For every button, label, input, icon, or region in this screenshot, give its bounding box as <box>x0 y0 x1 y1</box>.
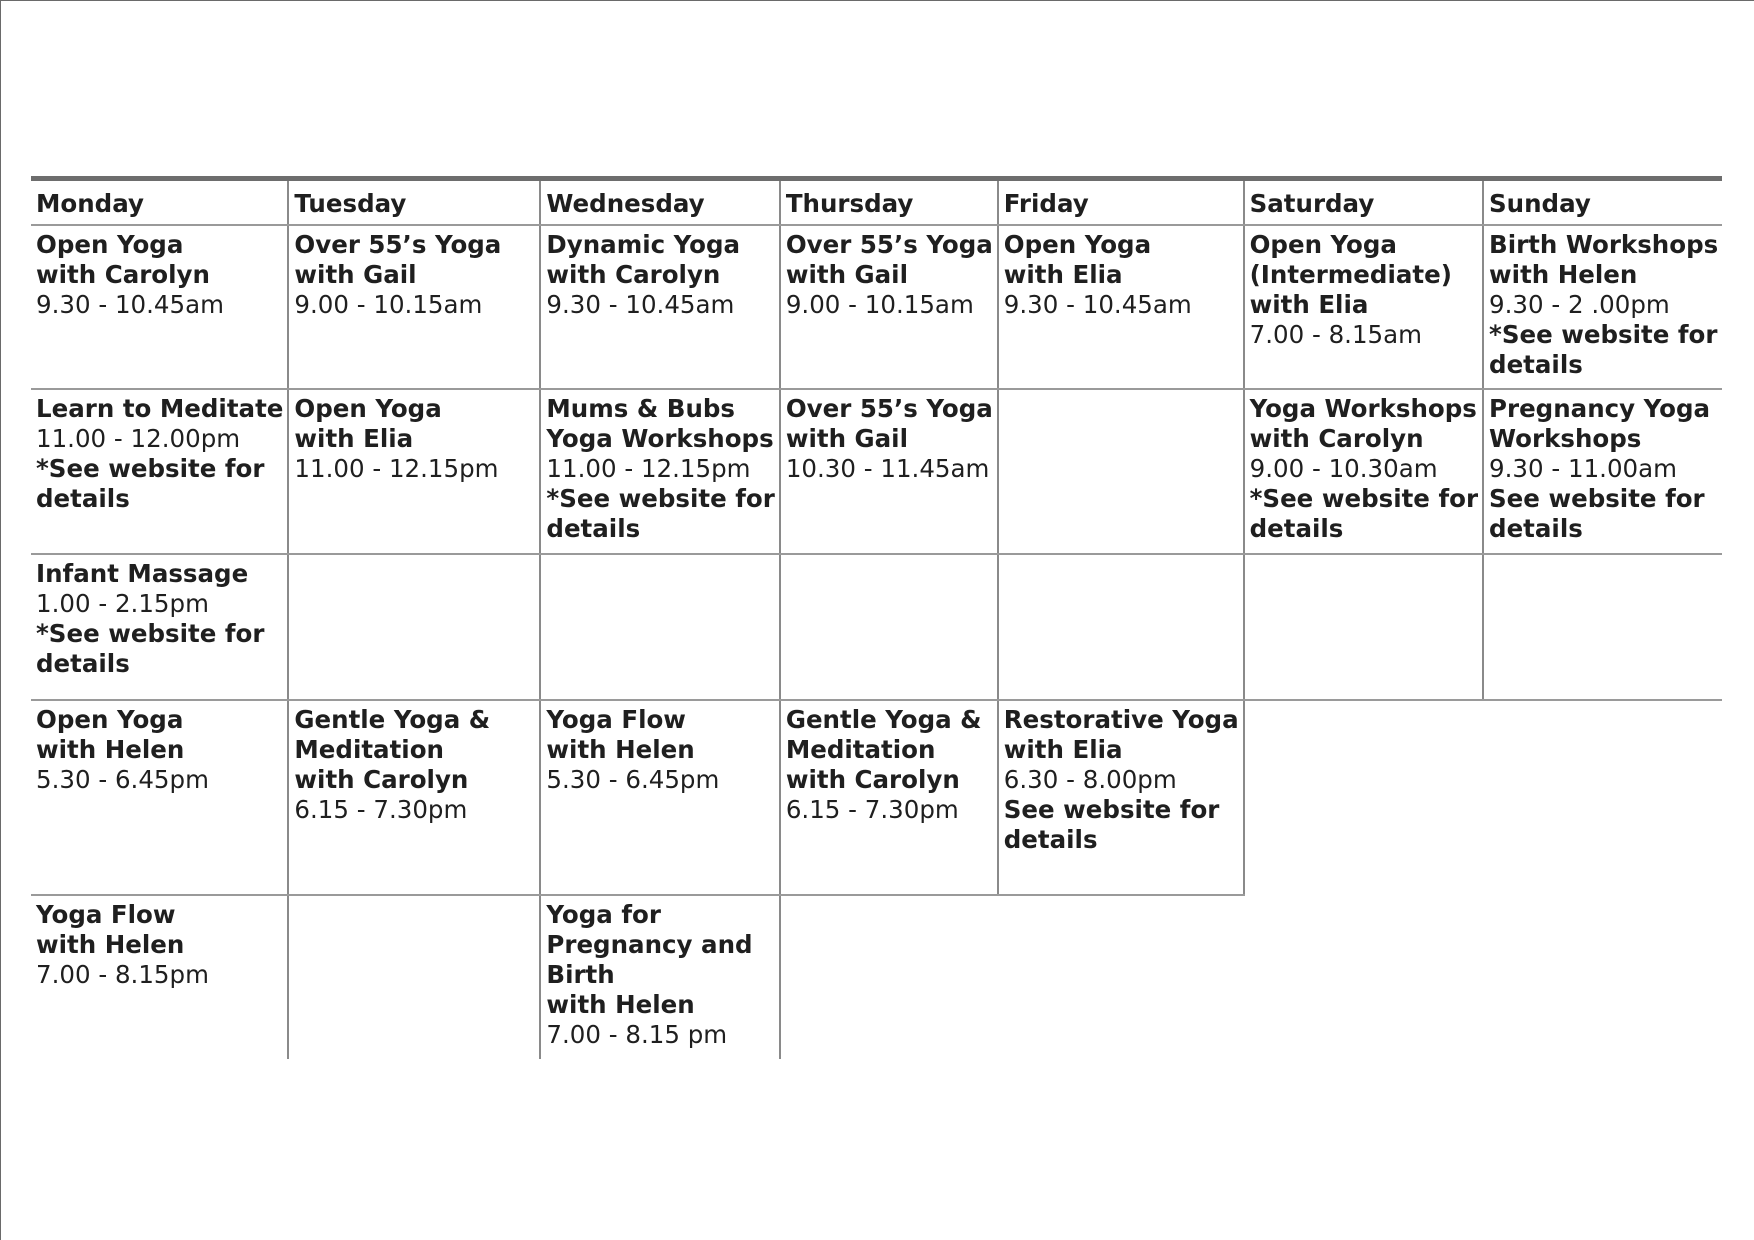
class-title-line: with Elia <box>1003 259 1123 289</box>
class-title-line: Gentle Yoga & <box>785 704 982 734</box>
class-title-line: Dynamic Yoga <box>546 229 741 259</box>
class-title-line: Over 55’s Yoga <box>785 229 993 259</box>
class-slot-thursday <box>780 700 998 895</box>
timetable-row <box>31 700 1722 895</box>
class-time: 6.15 - 7.30pm <box>785 794 959 824</box>
class-title-line: with Elia <box>294 423 414 453</box>
class-title-line: Learn to Meditate <box>36 393 284 423</box>
empty-slot <box>780 554 998 700</box>
empty-slot <box>1483 700 1722 895</box>
class-title-line: Open Yoga <box>36 229 184 259</box>
class-title-line: Pregnancy and <box>546 929 753 959</box>
empty-slot <box>780 895 998 1059</box>
class-title-line: Yoga for <box>546 899 661 929</box>
class-slot-friday <box>998 700 1244 895</box>
timetable-row <box>31 895 1722 1059</box>
class-slot-monday <box>31 389 288 554</box>
class-note-line: details <box>1489 513 1583 543</box>
day-header-thursday: Thursday <box>780 179 998 225</box>
empty-slot <box>1244 700 1483 895</box>
empty-slot <box>540 554 779 700</box>
empty-slot <box>998 554 1244 700</box>
timetable-row <box>31 225 1722 389</box>
class-title-line: Workshops <box>1489 423 1642 453</box>
timetable-row <box>31 389 1722 554</box>
class-note-line: *See website for <box>36 453 265 483</box>
class-time: 1.00 - 2.15pm <box>36 588 209 618</box>
class-title-line: Yoga Workshops <box>1249 393 1477 423</box>
class-slot-wednesday <box>540 389 779 554</box>
class-slot-friday <box>998 225 1244 389</box>
class-title-line: Over 55’s Yoga <box>785 393 993 423</box>
class-time: 9.30 - 10.45am <box>1003 289 1192 319</box>
class-note-line: See website for <box>1003 794 1220 824</box>
empty-slot <box>998 389 1244 554</box>
class-time: 6.30 - 8.00pm <box>1003 764 1177 794</box>
class-title-line: with Helen <box>546 989 695 1019</box>
class-title-line: Meditation <box>294 734 444 764</box>
class-slot-thursday <box>780 389 998 554</box>
class-title-line: Mums & Bubs <box>546 393 736 423</box>
class-note-line: *See website for <box>36 618 265 648</box>
class-time: 9.00 - 10.30am <box>1249 453 1438 483</box>
class-title-line: with Carolyn <box>1249 423 1424 453</box>
class-time: 9.30 - 11.00am <box>1489 453 1678 483</box>
class-title-line: Open Yoga <box>1003 229 1152 259</box>
class-title-line: Yoga Workshops <box>546 423 774 453</box>
class-time: 11.00 - 12.15pm <box>294 453 499 483</box>
class-title-line: with Elia <box>1249 289 1369 319</box>
empty-slot <box>998 895 1244 1059</box>
class-title-line: (Intermediate) <box>1249 259 1452 289</box>
class-title-line: with Carolyn <box>36 259 210 289</box>
class-slot-monday <box>31 225 288 389</box>
class-time: 9.30 - 10.45am <box>36 289 224 319</box>
class-note-line: details <box>1249 513 1344 543</box>
class-title-line: with Carolyn <box>546 259 721 289</box>
class-slot-wednesday <box>540 225 779 389</box>
class-title-line: with Gail <box>294 259 417 289</box>
empty-slot <box>1244 895 1483 1059</box>
class-title-line: Restorative Yoga <box>1003 704 1239 734</box>
class-note-line: See website for <box>1489 483 1705 513</box>
class-note-line: *See website for <box>1489 319 1718 349</box>
class-note-line: *See website for <box>546 483 775 513</box>
class-time: 9.30 - 2 .00pm <box>1489 289 1670 319</box>
day-header-monday: Monday <box>31 179 288 225</box>
empty-slot <box>1483 895 1722 1059</box>
class-title-line: with Elia <box>1003 734 1123 764</box>
class-time: 6.15 - 7.30pm <box>294 794 468 824</box>
class-note-line: details <box>36 648 130 678</box>
class-slot-thursday <box>780 225 998 389</box>
class-time: 11.00 - 12.15pm <box>546 453 751 483</box>
day-header-wednesday: Wednesday <box>540 179 779 225</box>
timetable-row <box>31 554 1722 700</box>
class-title-line: Infant Massage <box>36 558 249 588</box>
class-note-line: details <box>1003 824 1098 854</box>
empty-slot <box>1244 554 1483 700</box>
class-title-line: Birth <box>546 959 615 989</box>
day-header-row <box>31 179 1722 225</box>
class-note-line: details <box>1489 349 1583 379</box>
class-slot-tuesday <box>288 225 540 389</box>
class-time: 9.00 - 10.15am <box>785 289 974 319</box>
class-title-line: with Helen <box>546 734 695 764</box>
day-header-saturday: Saturday <box>1244 179 1483 225</box>
empty-slot <box>1483 554 1722 700</box>
class-title-line: Yoga Flow <box>36 899 176 929</box>
class-time: 7.00 - 8.15pm <box>36 959 209 989</box>
day-header-friday: Friday <box>998 179 1244 225</box>
class-title-line: Open Yoga <box>36 704 184 734</box>
class-title-line: with Carolyn <box>785 764 960 794</box>
class-slot-monday <box>31 554 288 700</box>
class-time: 5.30 - 6.45pm <box>546 764 720 794</box>
class-title-line: with Helen <box>36 929 185 959</box>
class-title-line: with Helen <box>36 734 185 764</box>
class-time: 7.00 - 8.15am <box>1249 319 1423 349</box>
class-time: 11.00 - 12.00pm <box>36 423 241 453</box>
class-title-line: Pregnancy Yoga <box>1489 393 1711 423</box>
class-note-line: *See website for <box>1249 483 1479 513</box>
class-note-line: details <box>546 513 641 543</box>
empty-slot <box>288 554 540 700</box>
class-title-line: Gentle Yoga & <box>294 704 491 734</box>
class-title-line: Over 55’s Yoga <box>294 229 502 259</box>
empty-slot <box>288 895 540 1059</box>
class-time: 9.00 - 10.15am <box>294 289 483 319</box>
class-slot-tuesday <box>288 389 540 554</box>
class-time: 7.00 - 8.15 pm <box>546 1019 728 1049</box>
class-title-line: with Gail <box>785 423 908 453</box>
class-title-line: Open Yoga <box>1249 229 1397 259</box>
class-slot-sunday <box>1483 225 1722 389</box>
class-slot-monday <box>31 700 288 895</box>
class-title-line: Yoga Flow <box>546 704 686 734</box>
class-slot-sunday <box>1483 389 1722 554</box>
class-title-line: Meditation <box>785 734 936 764</box>
class-slot-saturday <box>1244 225 1483 389</box>
class-title-line: with Gail <box>785 259 908 289</box>
day-header-sunday: Sunday <box>1483 179 1722 225</box>
class-title-line: Open Yoga <box>294 393 442 423</box>
class-slot-saturday <box>1244 389 1483 554</box>
class-slot-monday <box>31 895 288 1059</box>
class-note-line: details <box>36 483 130 513</box>
class-title-line: with Helen <box>1489 259 1638 289</box>
day-header-tuesday: Tuesday <box>288 179 540 225</box>
class-slot-tuesday <box>288 700 540 895</box>
class-timetable <box>31 176 1722 1059</box>
class-title-line: with Carolyn <box>294 764 469 794</box>
class-slot-wednesday <box>540 700 779 895</box>
class-slot-wednesday <box>540 895 779 1059</box>
class-title-line: Birth Workshops <box>1489 229 1719 259</box>
class-time: 5.30 - 6.45pm <box>36 764 209 794</box>
class-time: 10.30 - 11.45am <box>785 453 990 483</box>
class-time: 9.30 - 10.45am <box>546 289 735 319</box>
